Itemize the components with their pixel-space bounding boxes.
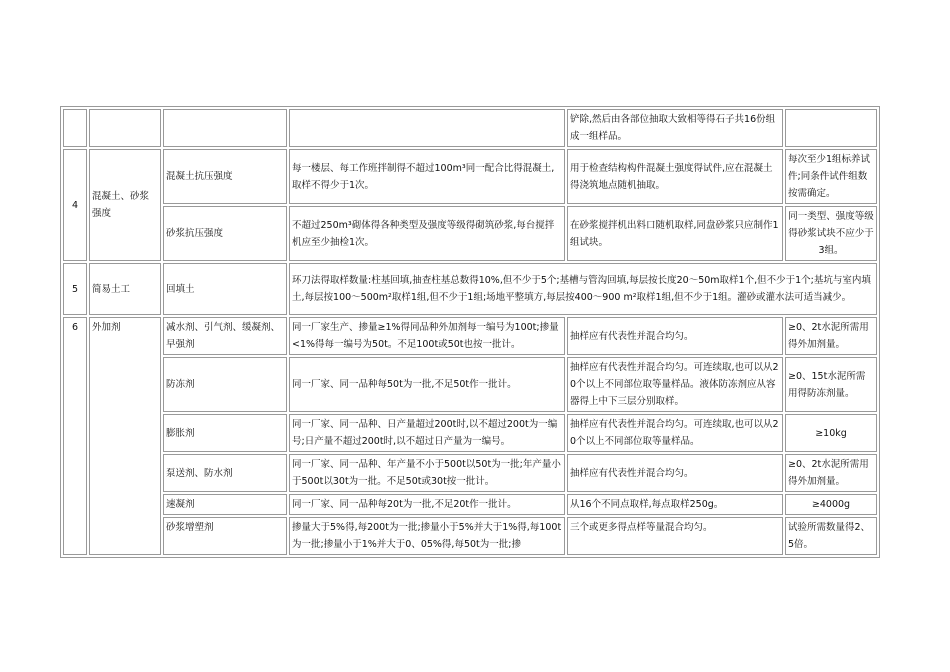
cell-no: 6 <box>63 317 87 555</box>
cell-quantity: 同一厂家、同一品种每50t为一批,不足50t作一批计。 <box>289 357 565 412</box>
sampling-table <box>60 106 880 558</box>
table-row-6b <box>63 357 877 412</box>
cell-amount: 试验所需数量得2、5倍。 <box>785 517 877 555</box>
cell-item <box>163 109 287 147</box>
cell-amount: 同一类型、强度等级得砂浆试块不应少于3组。 <box>785 206 877 261</box>
cell-quantity: 同一厂家生产、掺量≥1%得同品种外加剂每一编号为100t;掺量<1%得每一编号为50t。不足100t或50t也按一批计。 <box>289 317 565 355</box>
cell-item: 防冻剂 <box>163 357 287 412</box>
table-row-6f <box>63 517 877 555</box>
table-row-continuation <box>63 109 877 147</box>
cell-item: 回填土 <box>163 263 287 315</box>
table-row-6d <box>63 454 877 492</box>
cell-amount: ≥10kg <box>785 414 877 452</box>
cell-method: 用于检查结构构件混凝土强度得试件,应在混凝土得浇筑地点随机抽取。 <box>567 149 783 204</box>
cell-method: 在砂浆搅拌机出料口随机取样,同盘砂浆只应制作1组试块。 <box>567 206 783 261</box>
table-row-6e <box>63 494 877 515</box>
cell-quantity: 环刀法得取样数量:柱基回填,抽查柱基总数得10%,但不少于5个;基槽与管沟回填,每层按长度20～50m取样1个,但不少于1个;基坑与室内填土,每层按100～500m²取样1组,但不少于1组;场地平整填方,每层按400～900 m²取样1组,但不少于1组。灌砂或灌水法可适当减少。 <box>289 263 877 315</box>
cell-item: 砂浆增塑剂 <box>163 517 287 555</box>
document-page <box>60 106 878 558</box>
cell-category: 外加剂 <box>89 317 161 555</box>
cell-category <box>89 109 161 147</box>
cell-quantity: 同一厂家、同一品种、日产量超过200t时,以不超过200t为一编号;日产量不超过200t时,以不超过日产量为一编号。 <box>289 414 565 452</box>
cell-amount: ≥0、2t水泥所需用得外加剂量。 <box>785 454 877 492</box>
cell-quantity <box>289 517 565 555</box>
cell-item: 混凝土抗压强度 <box>163 149 287 204</box>
cell-item: 速凝剂 <box>163 494 287 515</box>
cell-method: 抽样应有代表性并混合均匀。可连续取,也可以从20个以上不同部位取等量样品。 <box>567 414 783 452</box>
cell-no: 4 <box>63 149 87 261</box>
cell-no <box>63 109 87 147</box>
cell-item: 减水剂、引气剂、缓凝剂、早强剂 <box>163 317 287 355</box>
cell-quantity: 不超过250m³砌体得各种类型及强度等级得砌筑砂浆,每台搅拌机应至少抽检1次。 <box>289 206 565 261</box>
table-row-4b <box>63 206 877 261</box>
cell-category: 简易土工 <box>89 263 161 315</box>
table-row-4a <box>63 149 877 204</box>
cell-quantity: 每一楼层、每工作班拌制得不超过100m³同一配合比得混凝土,取样不得少于1次。 <box>289 149 565 204</box>
cell-method: 抽样应有代表性并混合均匀。 <box>567 454 783 492</box>
cell-item: 砂浆抗压强度 <box>163 206 287 261</box>
cell-method: 三个或更多得点样等量混合均匀。 <box>567 517 783 555</box>
table-row-6c <box>63 414 877 452</box>
cell-quantity: 同一厂家、同一品种、年产量不小于500t以50t为一批;年产量小于500t以30t为一批。不足50t或30t按一批计。 <box>289 454 565 492</box>
cell-amount: ≥0、2t水泥所需用得外加剂量。 <box>785 317 877 355</box>
cell-method: 铲除,然后由各部位抽取大致相等得石子共16份组成一组样品。 <box>567 109 783 147</box>
cell-amount: ≥4000g <box>785 494 877 515</box>
quantity-text: 掺量大于5%得,每200t为一批;掺量小于5%并大于1%得,每100t为一批;掺量小于1%并大于0、05%得,每50t为一批;掺 <box>292 522 562 550</box>
cell-item: 泵送剂、防水剂 <box>163 454 287 492</box>
cell-category: 混凝土、砂浆强度 <box>89 149 161 261</box>
cell-method: 抽样应有代表性并混合均匀。可连续取,也可以从20个以上不同部位取等量样品。液体防冻剂应从容器得上中下三层分别取样。 <box>567 357 783 412</box>
table-row-6a <box>63 317 877 355</box>
cell-no: 5 <box>63 263 87 315</box>
cell-method: 从16个不同点取样,每点取样250g。 <box>567 494 783 515</box>
cell-amount: ≥0、15t水泥所需用得防冻剂量。 <box>785 357 877 412</box>
cell-amount <box>785 109 877 147</box>
cell-amount: 每次至少1组标养试件;同条件试件组数按需确定。 <box>785 149 877 204</box>
table-row-5 <box>63 263 877 315</box>
cell-item: 膨胀剂 <box>163 414 287 452</box>
cell-method: 抽样应有代表性并混合均匀。 <box>567 317 783 355</box>
cell-quantity <box>289 109 565 147</box>
cell-quantity: 同一厂家、同一品种每20t为一批,不足20t作一批计。 <box>289 494 565 515</box>
